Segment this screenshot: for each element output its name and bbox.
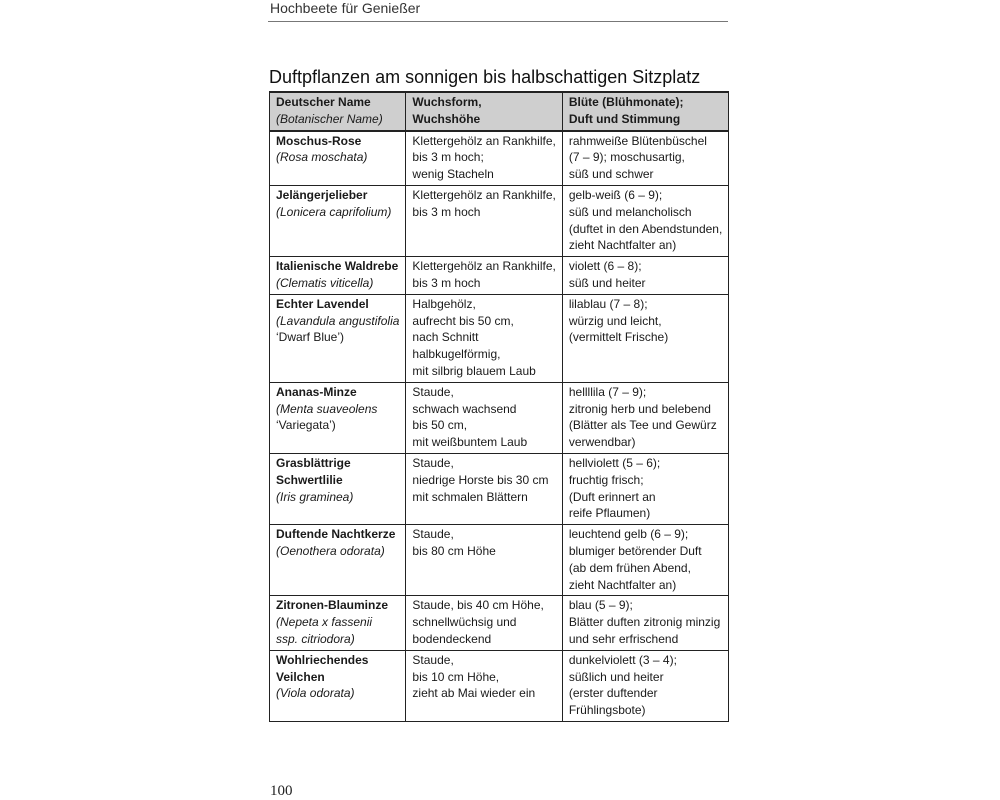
header-col-name	[270, 92, 406, 131]
bloom-line: blau (5 – 9);	[568, 598, 633, 613]
bloom-line: zieht Nachtfalter an)	[568, 238, 677, 253]
running-head: Hochbeete für Genießer	[270, 0, 421, 16]
table-row	[270, 650, 729, 721]
cell-plant-name	[270, 650, 406, 721]
growth-line: bis 50 cm,	[412, 418, 468, 433]
botanical-name: (Menta suaveolens	[276, 401, 378, 416]
header-col-growth	[406, 92, 562, 131]
cell-growth	[406, 131, 562, 186]
botanical-name: (Viola odorata)	[276, 686, 355, 701]
growth-line: bis 3 m hoch	[412, 204, 481, 219]
table-row	[270, 382, 729, 453]
fragrant-plants-table	[269, 91, 729, 722]
cell-bloom	[562, 453, 728, 524]
cell-plant-name	[270, 453, 406, 524]
page-number: 100	[270, 783, 293, 799]
bloom-line: blumiger betörender Duft	[568, 543, 702, 558]
cell-plant-name	[270, 257, 406, 295]
growth-line: Staude,	[412, 652, 454, 667]
cultivar-name: ‘Dwarf Blue’)	[276, 330, 345, 345]
german-name: Echter Lavendel	[276, 296, 369, 311]
cell-bloom	[562, 650, 728, 721]
bloom-line: Frühlingsbote)	[568, 703, 646, 718]
botanical-name: (Clematis viticella)	[276, 275, 374, 290]
table-row	[270, 596, 729, 650]
growth-line: wenig Stacheln	[412, 167, 494, 182]
cell-plant-name	[270, 131, 406, 186]
bloom-line: zitronig herb und belebend	[568, 401, 711, 416]
german-name: Duftende Nachtkerze	[276, 527, 396, 542]
growth-line: zieht ab Mai wieder ein	[412, 686, 536, 701]
growth-line: Staude,	[412, 384, 454, 399]
bloom-line: und sehr erfrischend	[568, 631, 679, 646]
bloom-line: leuchtend gelb (6 – 9);	[568, 527, 689, 542]
header-col-growth-subtitle: Wuchshöhe	[412, 111, 481, 126]
bloom-line: (ab dem frühen Abend,	[568, 560, 691, 575]
bloom-line: (erster duftender	[568, 686, 658, 701]
german-name: Jelängerjelieber	[276, 187, 368, 202]
bloom-line: (7 – 9); moschusartig,	[568, 150, 685, 165]
growth-line: Klettergehölz an Rankhilfe,	[412, 187, 556, 202]
growth-line: bis 3 m hoch;	[412, 150, 484, 165]
bloom-line: Blätter duften zitronig minzig	[568, 615, 721, 630]
bloom-line: (duftet in den Abendstunden,	[568, 221, 723, 236]
cell-bloom	[562, 185, 728, 256]
cell-growth	[406, 257, 562, 295]
bloom-line: (vermittelt Frische)	[568, 330, 669, 345]
bloom-line: süß und schwer	[568, 167, 654, 182]
growth-line: nach Schnitt	[412, 330, 479, 345]
bloom-line: dunkelviolett (3 – 4);	[568, 652, 677, 667]
table-row	[270, 453, 729, 524]
cell-bloom	[562, 596, 728, 650]
table-row	[270, 185, 729, 256]
table-row	[270, 257, 729, 295]
cell-bloom	[562, 382, 728, 453]
growth-line: niedrige Horste bis 30 cm	[412, 472, 549, 487]
cell-bloom	[562, 131, 728, 186]
german-name: Moschus-Rose	[276, 133, 362, 148]
cell-growth	[406, 453, 562, 524]
cell-bloom	[562, 294, 728, 382]
botanical-name: (Nepeta x fassenii	[276, 615, 373, 630]
table-header	[270, 92, 729, 131]
growth-line: Halbgehölz,	[412, 296, 476, 311]
cell-growth	[406, 525, 562, 596]
german-name: Zitronen-Blauminze	[276, 598, 389, 613]
header-col-name-subtitle: (Botanischer Name)	[276, 111, 383, 126]
cell-growth	[406, 294, 562, 382]
growth-line: Staude,	[412, 527, 454, 542]
german-name: Schwertlilie	[276, 472, 343, 487]
cell-plant-name	[270, 382, 406, 453]
table-row	[270, 131, 729, 186]
header-col-growth-title: Wuchsform,	[412, 95, 482, 109]
cell-growth	[406, 382, 562, 453]
growth-line: Staude, bis 40 cm Höhe,	[412, 598, 544, 613]
german-name: Ananas-Minze	[276, 384, 357, 399]
growth-line: Klettergehölz an Rankhilfe,	[412, 133, 556, 148]
cell-bloom	[562, 257, 728, 295]
bloom-line: (Duft erinnert an	[568, 489, 656, 504]
growth-line: mit schmalen Blättern	[412, 489, 528, 504]
german-name: Grasblättrige	[276, 455, 351, 470]
growth-line: schwach wachsend	[412, 401, 517, 416]
german-name: Wohlriechendes	[276, 652, 369, 667]
growth-line: Staude,	[412, 455, 454, 470]
growth-line: mit silbrig blauem Laub	[412, 363, 536, 378]
table-row	[270, 525, 729, 596]
bloom-line: hellllila (7 – 9);	[568, 384, 647, 399]
growth-line: bis 10 cm Höhe,	[412, 669, 500, 684]
german-name: Italienische Waldrebe	[276, 259, 399, 274]
bloom-line: (Blätter als Tee und Gewürz	[568, 418, 717, 433]
bloom-line: süßlich und heiter	[568, 669, 664, 684]
botanical-name: (Lonicera caprifolium)	[276, 204, 392, 219]
bloom-line: verwendbar)	[568, 435, 636, 450]
bloom-line: süß und heiter	[568, 275, 646, 290]
botanical-name: (Oenothera odorata)	[276, 543, 385, 558]
cell-plant-name	[270, 185, 406, 256]
table-row	[270, 294, 729, 382]
header-rule	[268, 21, 728, 22]
table-body	[270, 131, 729, 722]
bloom-line: lilablau (7 – 8);	[568, 296, 648, 311]
cultivar-name: ‘Variegata’)	[276, 418, 336, 433]
cell-growth	[406, 185, 562, 256]
header-row	[270, 92, 729, 131]
cell-growth	[406, 650, 562, 721]
growth-line: bodendeckend	[412, 631, 492, 646]
growth-line: halbkugelförmig,	[412, 347, 501, 362]
growth-line: mit weißbuntem Laub	[412, 435, 528, 450]
growth-line: bis 80 cm Höhe	[412, 543, 496, 558]
cell-plant-name	[270, 294, 406, 382]
bloom-line: würzig und leicht,	[568, 313, 662, 328]
section-title: Duftpflanzen am sonnigen bis halbschattigen Sitzplatz	[269, 67, 701, 87]
bloom-line: fruchtig frisch;	[568, 472, 644, 487]
bloom-line: violett (6 – 8);	[568, 259, 642, 274]
botanical-name: (Lavandula angustifolia	[276, 313, 400, 328]
header-col-name-title: Deutscher Name	[276, 95, 371, 109]
cell-plant-name	[270, 596, 406, 650]
bloom-line: reife Pflaumen)	[568, 506, 651, 521]
bloom-line: zieht Nachtfalter an)	[568, 577, 677, 592]
growth-line: schnellwüchsig und	[412, 615, 517, 630]
cell-growth	[406, 596, 562, 650]
bloom-line: süß und melancholisch	[568, 204, 692, 219]
botanical-name: (Rosa moschata)	[276, 150, 368, 165]
growth-line: Klettergehölz an Rankhilfe,	[412, 259, 556, 274]
bloom-line: hellviolett (5 – 6);	[568, 455, 661, 470]
bloom-line: gelb-weiß (6 – 9);	[568, 187, 663, 202]
botanical-name: ssp. citriodora)	[276, 631, 355, 646]
cell-bloom	[562, 525, 728, 596]
bloom-line: rahmweiße Blütenbüschel	[568, 133, 707, 148]
header-col-bloom-title: Blüte (Blühmonate);	[568, 95, 684, 109]
growth-line: bis 3 m hoch	[412, 275, 481, 290]
botanical-name: (Iris graminea)	[276, 489, 354, 504]
german-name: Veilchen	[276, 669, 325, 684]
cell-plant-name	[270, 525, 406, 596]
header-col-bloom-subtitle: Duft und Stimmung	[568, 111, 681, 126]
header-col-bloom	[562, 92, 728, 131]
growth-line: aufrecht bis 50 cm,	[412, 313, 514, 328]
